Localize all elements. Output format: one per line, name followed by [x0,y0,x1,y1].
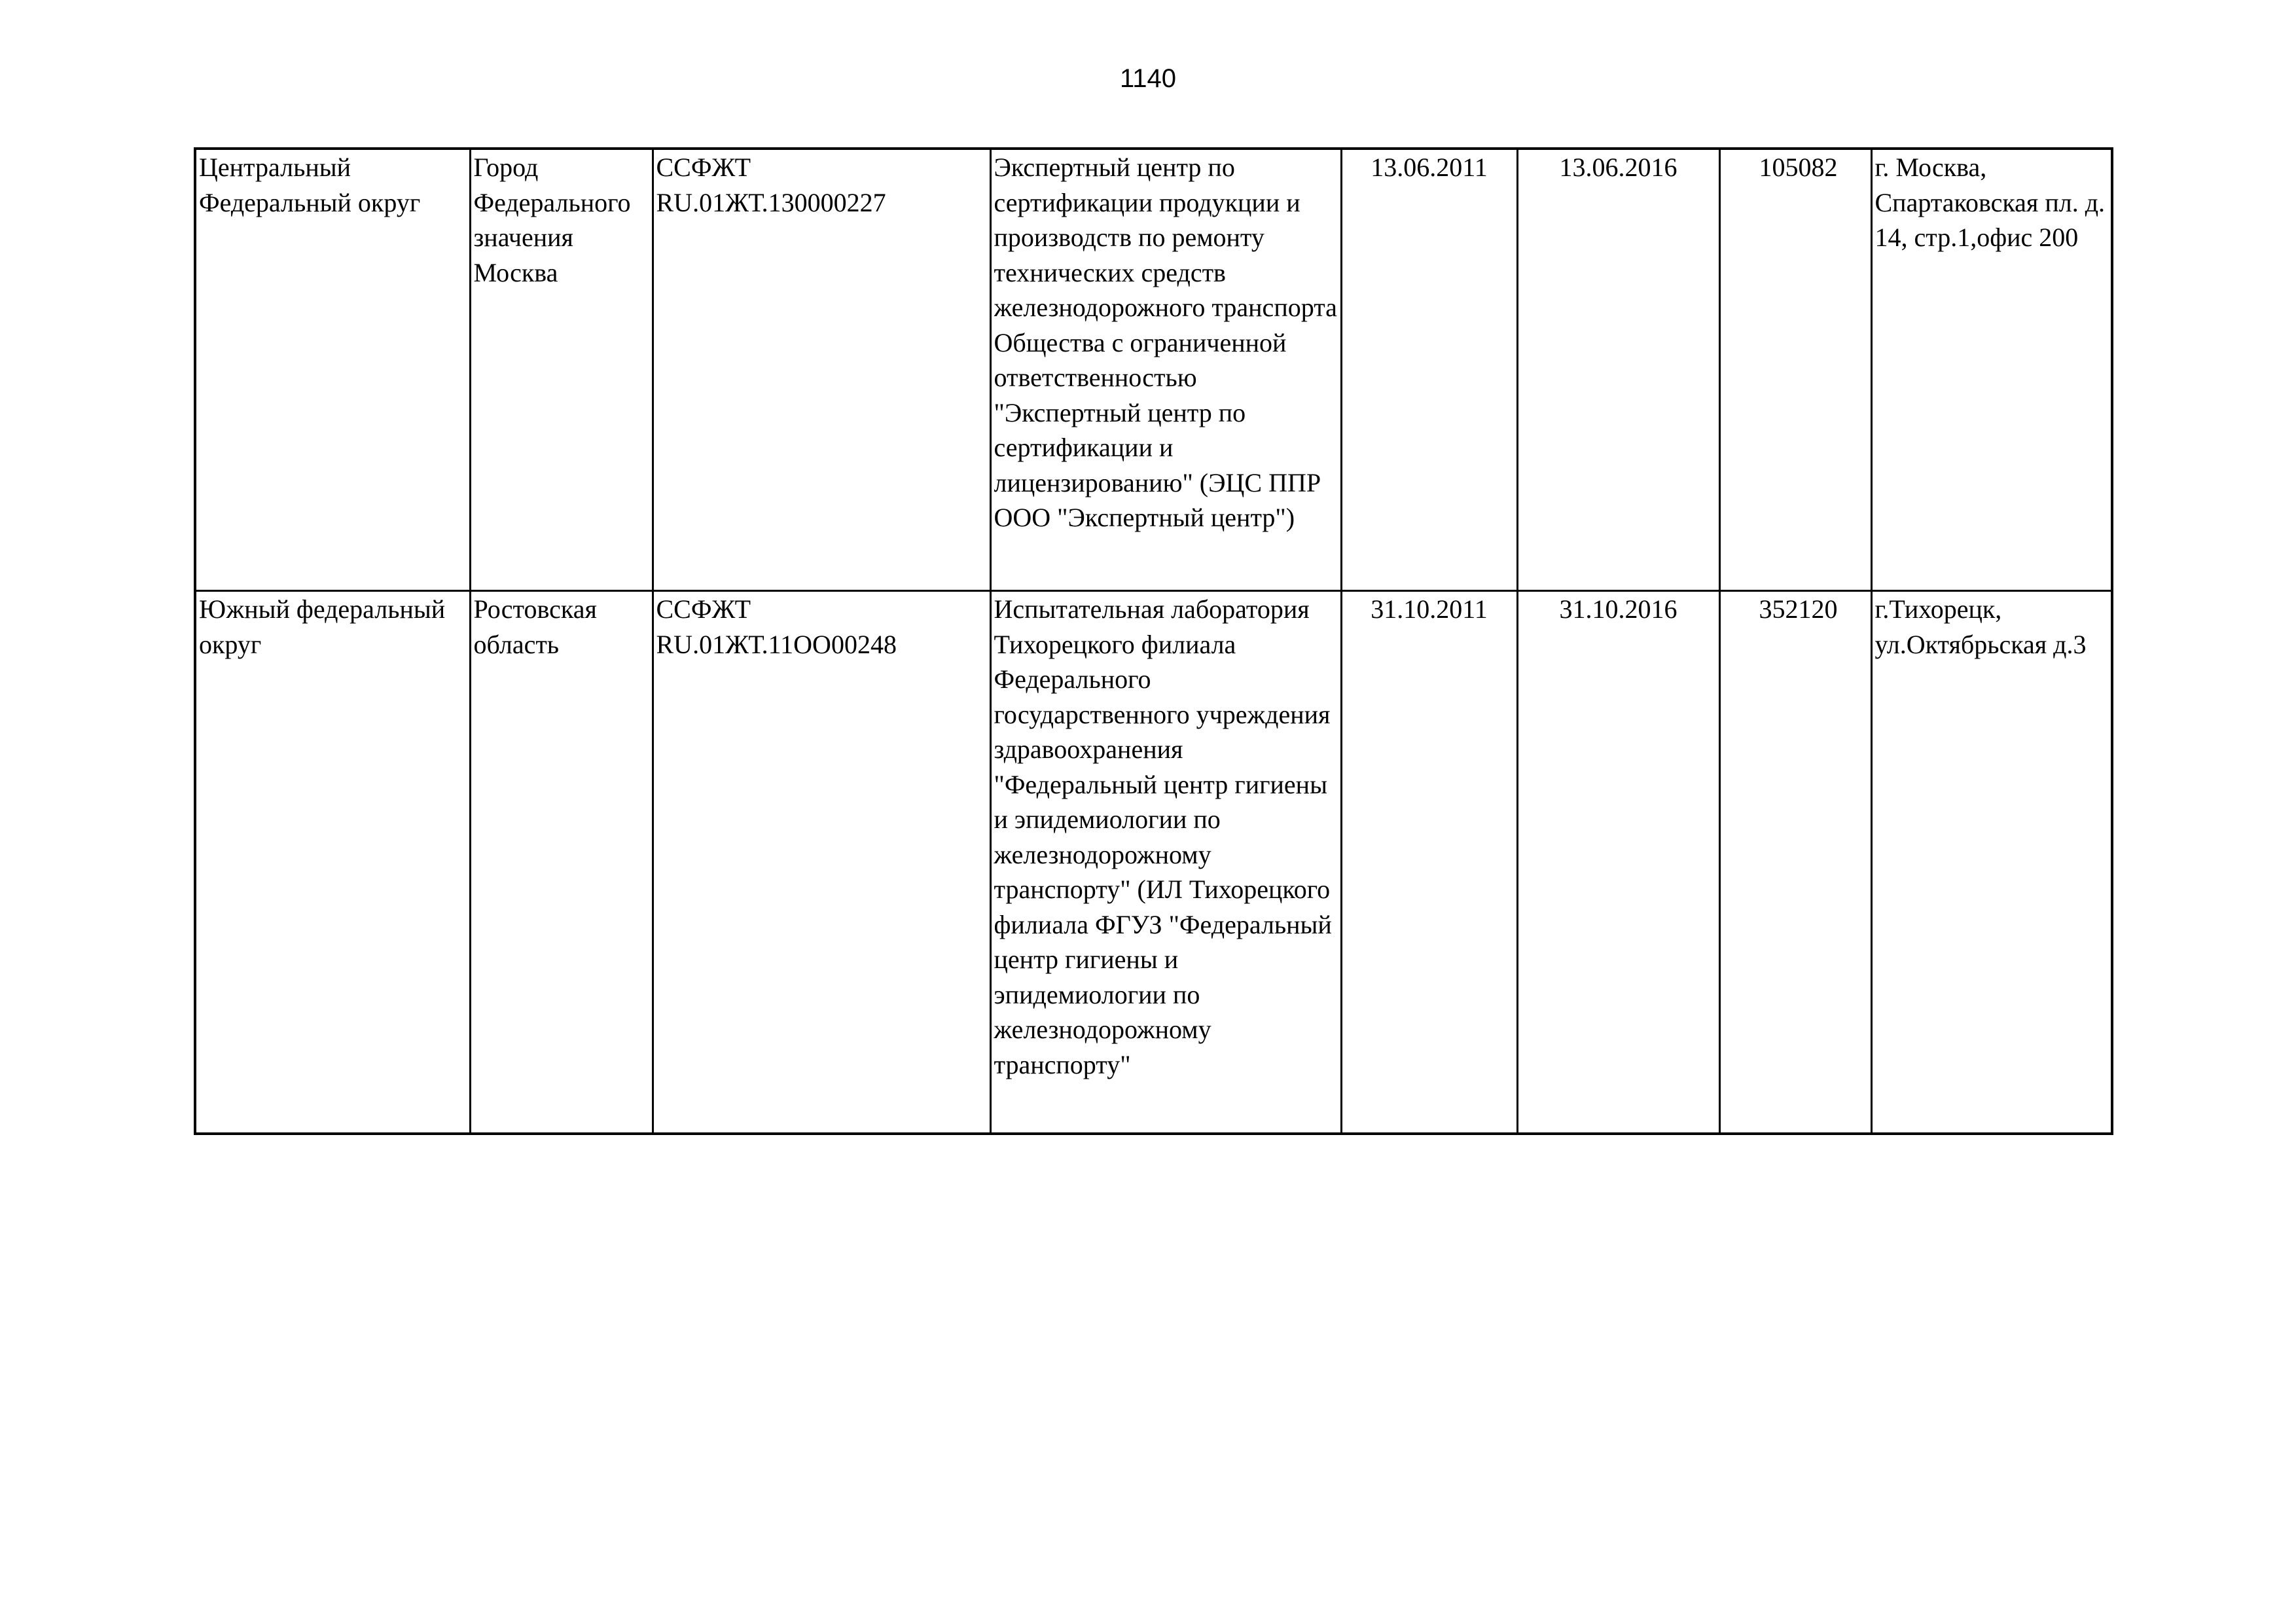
cell-address: г.Тихорецк, ул.Октябрьская д.3 [1871,591,2112,1134]
cell-date-to: 31.10.2016 [1517,591,1719,1134]
cell-region: Ростовская область [470,591,653,1134]
cell-certificate: ССФЖТ RU.01ЖТ.130000227 [653,149,990,591]
cell-district: Центральный Федеральный округ [195,149,470,591]
cell-date-from: 31.10.2011 [1341,591,1517,1134]
registry-table [194,147,2113,1135]
cell-region: Город Федерального значения Москва [470,149,653,591]
table-row [195,591,2112,1134]
cell-organization: Экспертный центр по сертификации продукции и производств по ремонту технических средств железнодорожного транспорта Общества с ограниченной ответственностью "Экспертный центр по сертификации и лицензированию" (ЭЦС ППР ООО "Экспертный центр") [990,149,1341,591]
cell-address: г. Москва, Спартаковская пл. д. 14, стр.1,офис 200 [1871,149,2112,591]
page-number: 1140 [1119,64,1176,93]
cell-organization: Испытательная лаборатория Тихорецкого филиала Федерального государственного учреждения здравоохранения "Федеральный центр гигиены и эпидемиологии по железнодорожному транспорту" (ИЛ Тихорецкого филиала ФГУЗ "Федеральный центр гигиены и эпидемиологии по железнодорожному транспорту" [990,591,1341,1134]
cell-certificate: ССФЖТ RU.01ЖТ.11ОО00248 [653,591,990,1134]
cell-postal-code: 105082 [1719,149,1871,591]
cell-date-to: 13.06.2016 [1517,149,1719,591]
cell-date-from: 13.06.2011 [1341,149,1517,591]
cell-district: Южный федеральный округ [195,591,470,1134]
table-row [195,149,2112,591]
cell-postal-code: 352120 [1719,591,1871,1134]
